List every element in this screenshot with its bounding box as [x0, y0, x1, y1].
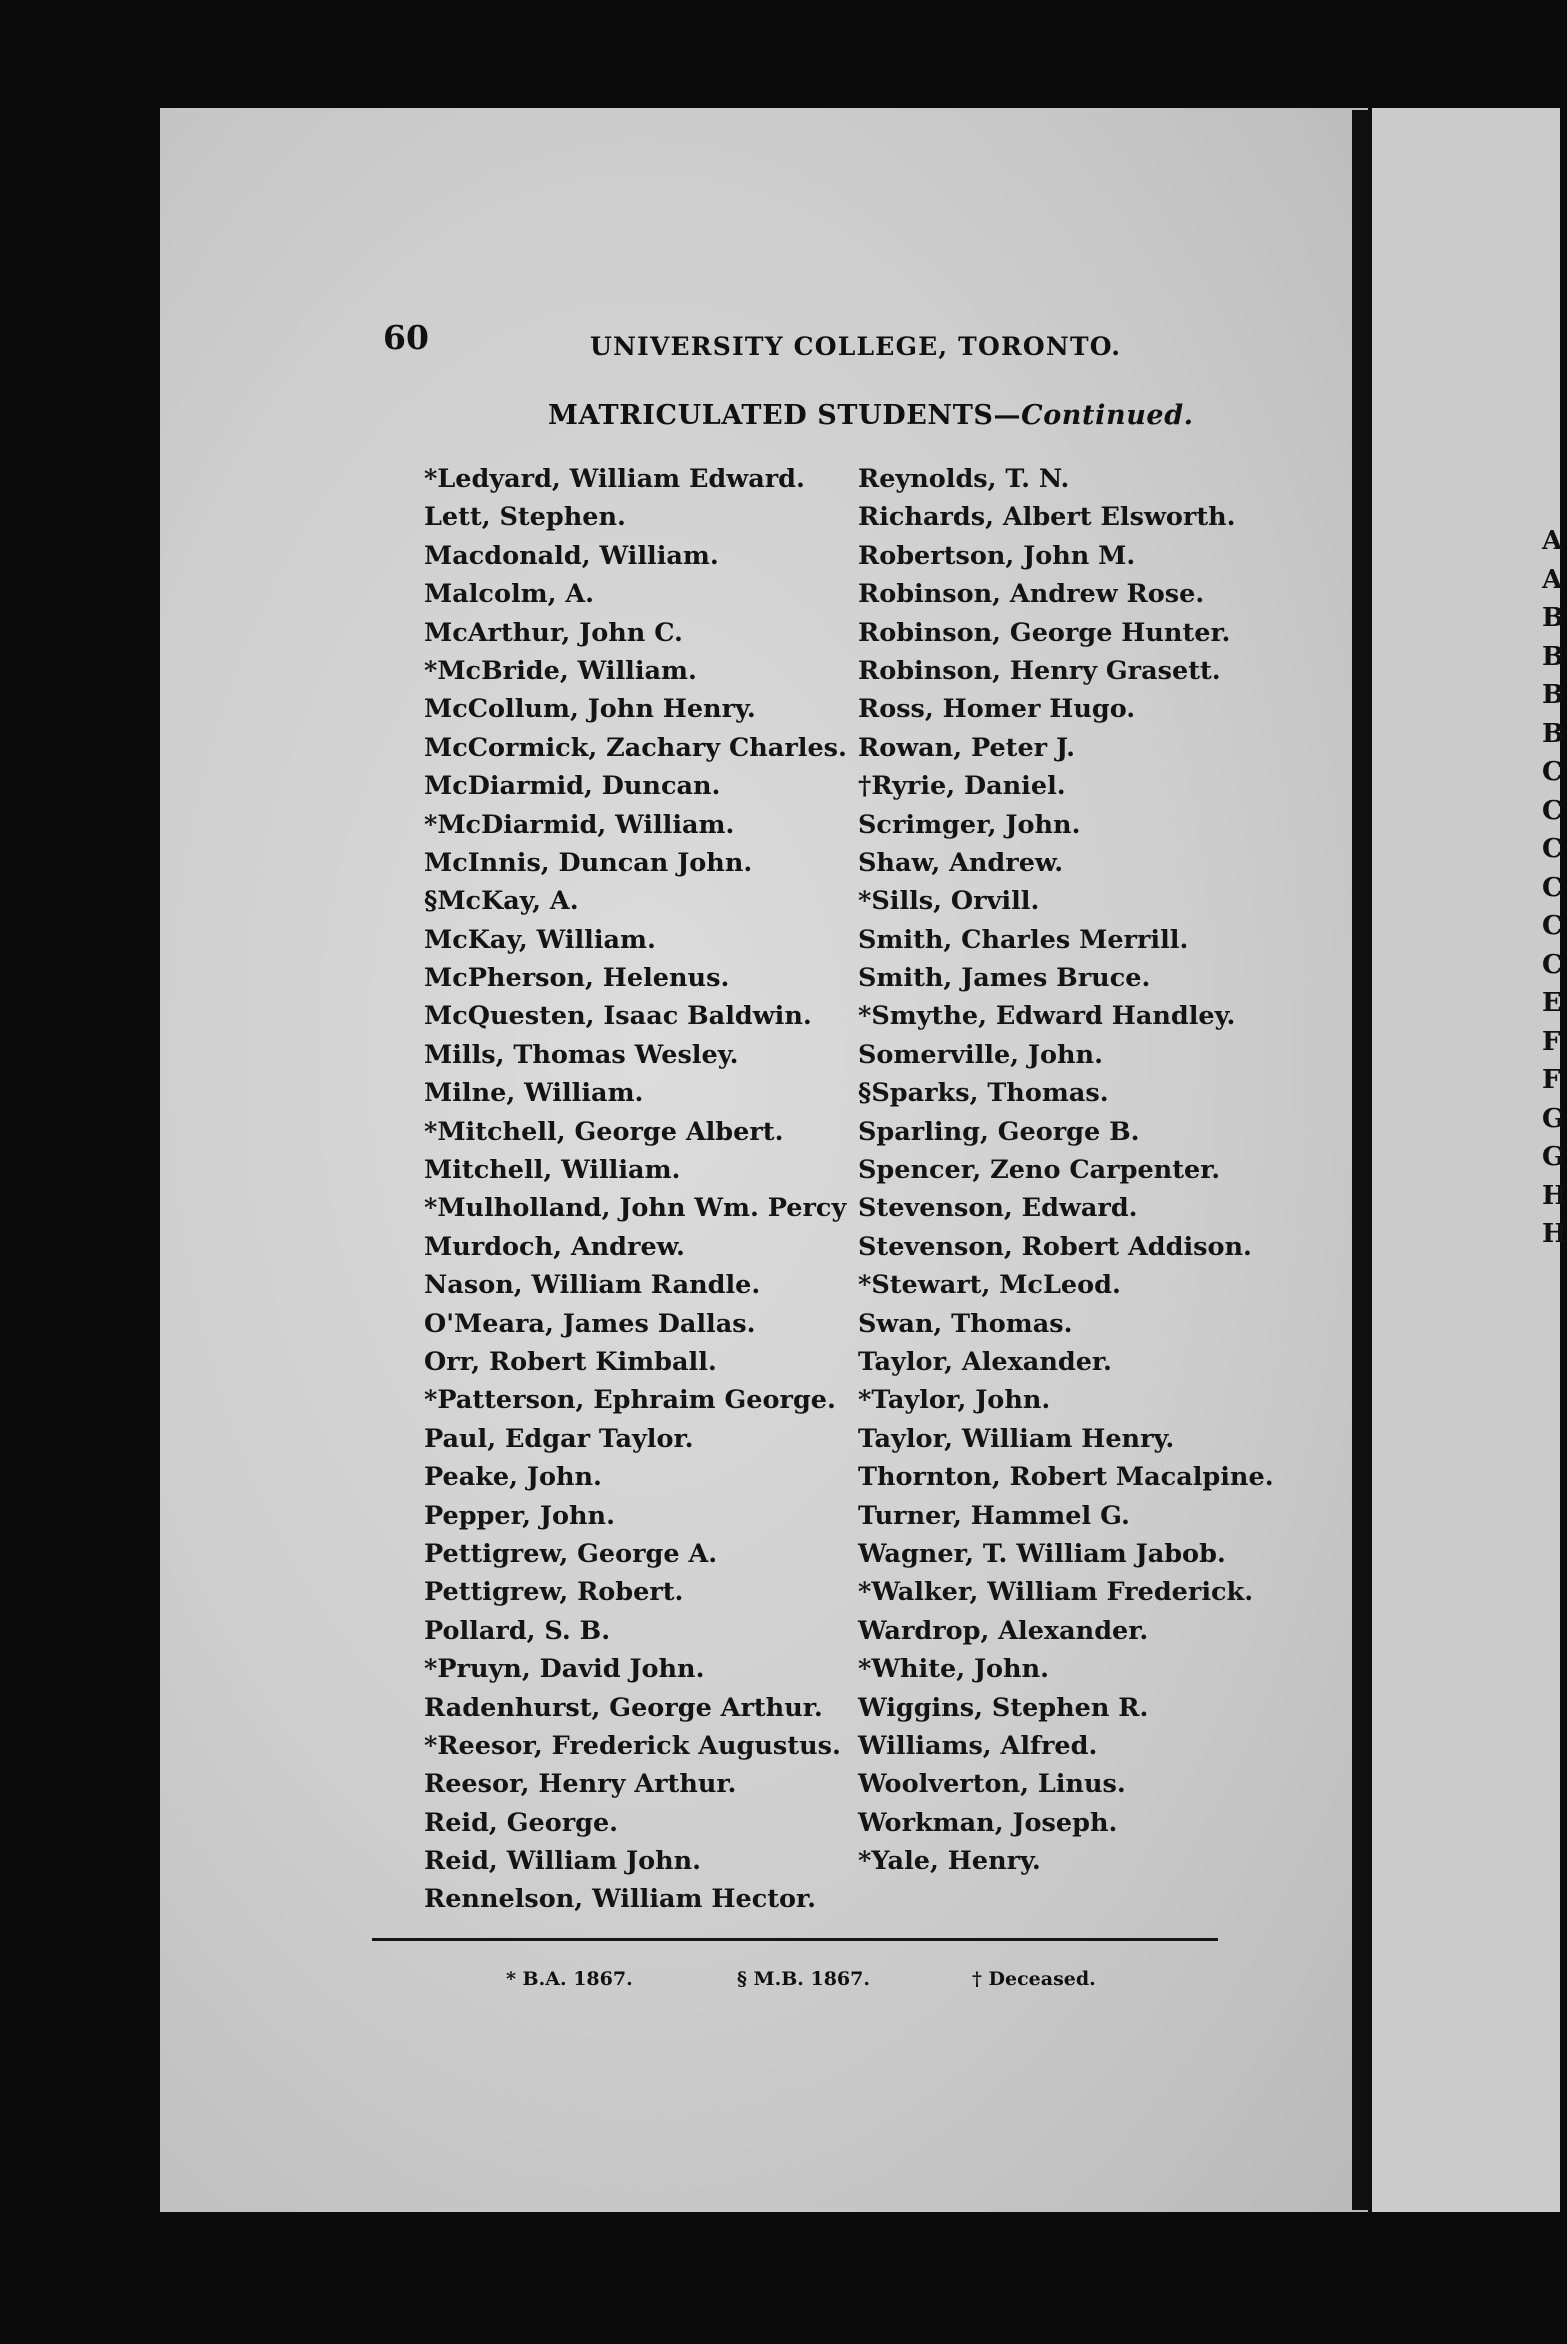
edge-letter: F — [1542, 1065, 1561, 1095]
book-gutter — [1352, 110, 1372, 2210]
footnote-rule — [372, 1938, 1218, 1941]
student-entry: §Sparks, Thomas. — [858, 1078, 1109, 1109]
student-entry: Reesor, Henry Arthur. — [424, 1769, 737, 1800]
page-number: 60 — [383, 318, 429, 357]
footnote-deceased: † Deceased. — [972, 1968, 1096, 1990]
student-entry: Milne, William. — [424, 1078, 644, 1109]
student-entry: Pollard, S. B. — [424, 1615, 611, 1646]
student-entry: Somerville, John. — [858, 1039, 1103, 1070]
edge-letter: C — [1542, 795, 1563, 826]
student-entry: Sparling, George B. — [858, 1116, 1140, 1147]
student-entry: Orr, Robert Kimball. — [424, 1346, 717, 1377]
student-entry: McCollum, John Henry. — [424, 694, 756, 725]
student-entry: Rowan, Peter J. — [858, 732, 1075, 763]
student-entry: Smith, James Bruce. — [858, 963, 1151, 994]
student-entry: *Stewart, McLeod. — [858, 1270, 1121, 1301]
student-entry: *Ledyard, William Edward. — [424, 464, 805, 494]
student-entry: *Walker, William Frederick. — [858, 1577, 1254, 1608]
student-entry: Smith, Charles Merrill. — [858, 924, 1189, 955]
student-entry: Rennelson, William Hector. — [424, 1884, 816, 1915]
edge-letter: B — [1542, 603, 1564, 633]
student-entry: Macdonald, William. — [424, 540, 719, 571]
student-entry: Murdoch, Andrew. — [424, 1231, 685, 1262]
edge-letter: A — [1542, 526, 1563, 556]
student-entry: *McDiarmid, William. — [424, 809, 735, 840]
student-entry: *White, John. — [858, 1654, 1049, 1685]
edge-letter: F — [1542, 1026, 1561, 1057]
facing-page — [1372, 108, 1567, 2212]
student-entry: Taylor, William Henry. — [858, 1423, 1175, 1454]
footnote-mb: § M.B. 1867. — [737, 1968, 870, 1990]
student-entry: Shaw, Andrew. — [858, 847, 1064, 878]
edge-letter: C — [1542, 949, 1563, 980]
edge-letter: B — [1542, 718, 1564, 749]
footnote-ba: * B.A. 1867. — [506, 1968, 633, 1990]
student-entry: Peake, John. — [424, 1462, 602, 1493]
section-title — [548, 400, 1194, 431]
student-entry: Mills, Thomas Wesley. — [424, 1039, 739, 1070]
student-entry: Pettigrew, George A. — [424, 1538, 718, 1569]
edge-letter: C — [1542, 911, 1563, 941]
student-entry: McArthur, John C. — [424, 617, 683, 648]
student-entry: Pepper, John. — [424, 1500, 615, 1531]
student-entry: *Patterson, Ephraim George. — [424, 1385, 836, 1416]
edge-letter: C — [1542, 757, 1563, 787]
student-entry: *Mulholland, John Wm. Percy — [424, 1193, 847, 1224]
student-entry: Radenhurst, George Arthur. — [424, 1692, 823, 1723]
student-entry: Robinson, Henry Grasett. — [858, 655, 1221, 686]
student-entry: Stevenson, Robert Addison. — [858, 1231, 1252, 1262]
student-entry: Nason, William Randle. — [424, 1270, 761, 1301]
student-entry: Wagner, T. William Jabob. — [858, 1538, 1226, 1569]
student-entry: O'Meara, James Dallas. — [424, 1308, 756, 1339]
student-list-right-column — [858, 460, 1274, 1880]
student-entry: McPherson, Helenus. — [424, 963, 730, 994]
edge-letter: G — [1542, 1142, 1565, 1172]
student-entry: §McKay, A. — [424, 886, 579, 917]
student-entry: McInnis, Duncan John. — [424, 847, 753, 878]
edge-letter: H — [1542, 1219, 1567, 1249]
student-entry: Robertson, John M. — [858, 540, 1136, 571]
student-entry: Thornton, Robert Macalpine. — [858, 1462, 1274, 1493]
student-entry: Pettigrew, Robert. — [424, 1577, 684, 1608]
student-entry: Swan, Thomas. — [858, 1308, 1073, 1339]
student-entry: Scrimger, John. — [858, 809, 1081, 840]
edge-letter: B — [1542, 680, 1564, 710]
student-entry: Stevenson, Edward. — [858, 1193, 1138, 1224]
edge-letter: B — [1542, 641, 1564, 672]
student-entry: Richards, Albert Elsworth. — [858, 502, 1236, 533]
student-entry: *Mitchell, George Albert. — [424, 1116, 784, 1147]
section-title-main: MATRICULATED STUDENTS— — [548, 400, 1022, 431]
student-entry: Wiggins, Stephen R. — [858, 1692, 1149, 1723]
student-entry: *Pruyn, David John. — [424, 1654, 705, 1685]
student-entry: Turner, Hammel G. — [858, 1500, 1130, 1531]
student-entry: Wardrop, Alexander. — [858, 1615, 1149, 1646]
running-head: UNIVERSITY COLLEGE, TORONTO. — [590, 332, 1122, 361]
student-entry: *Taylor, John. — [858, 1385, 1051, 1416]
student-entry: Taylor, Alexander. — [858, 1346, 1112, 1377]
student-entry: Malcolm, A. — [424, 579, 595, 610]
edge-letter: C — [1542, 872, 1563, 903]
student-entry: Reid, George. — [424, 1807, 619, 1838]
student-entry: Reynolds, T. N. — [858, 464, 1070, 494]
student-entry: *McBride, William. — [424, 655, 697, 686]
student-entry: McDiarmid, Duncan. — [424, 771, 721, 802]
student-entry: Ross, Homer Hugo. — [858, 694, 1136, 725]
student-list-left-column — [424, 460, 847, 1919]
student-entry: *Yale, Henry. — [858, 1846, 1041, 1877]
student-entry: McKay, William. — [424, 924, 656, 955]
section-title-continued: Continued. — [1021, 400, 1194, 431]
student-entry: †Ryrie, Daniel. — [858, 771, 1066, 802]
student-entry: Reid, William John. — [424, 1846, 702, 1877]
edge-letter: G — [1542, 1103, 1565, 1134]
edge-letter: A — [1542, 564, 1563, 595]
student-entry: *Sills, Orvill. — [858, 886, 1040, 917]
edge-letter: C — [1542, 834, 1563, 864]
student-entry: McQuesten, Isaac Baldwin. — [424, 1001, 812, 1032]
student-entry: Williams, Alfred. — [858, 1730, 1098, 1761]
student-entry: Spencer, Zeno Carpenter. — [858, 1155, 1221, 1186]
student-entry: Lett, Stephen. — [424, 502, 626, 533]
student-entry: Robinson, George Hunter. — [858, 617, 1231, 648]
student-entry: Woolverton, Linus. — [858, 1769, 1126, 1800]
edge-letter: H — [1542, 1180, 1567, 1211]
student-entry: McCormick, Zachary Charles. — [424, 732, 847, 763]
facing-page-edge-letters — [1542, 522, 1567, 1254]
student-entry: *Reesor, Frederick Augustus. — [424, 1730, 841, 1761]
student-entry: Workman, Joseph. — [858, 1807, 1118, 1838]
student-entry: Robinson, Andrew Rose. — [858, 579, 1205, 610]
edge-letter: E — [1542, 988, 1562, 1018]
student-entry: *Smythe, Edward Handley. — [858, 1001, 1236, 1032]
student-entry: Paul, Edgar Taylor. — [424, 1423, 694, 1454]
student-entry: Mitchell, William. — [424, 1155, 681, 1186]
